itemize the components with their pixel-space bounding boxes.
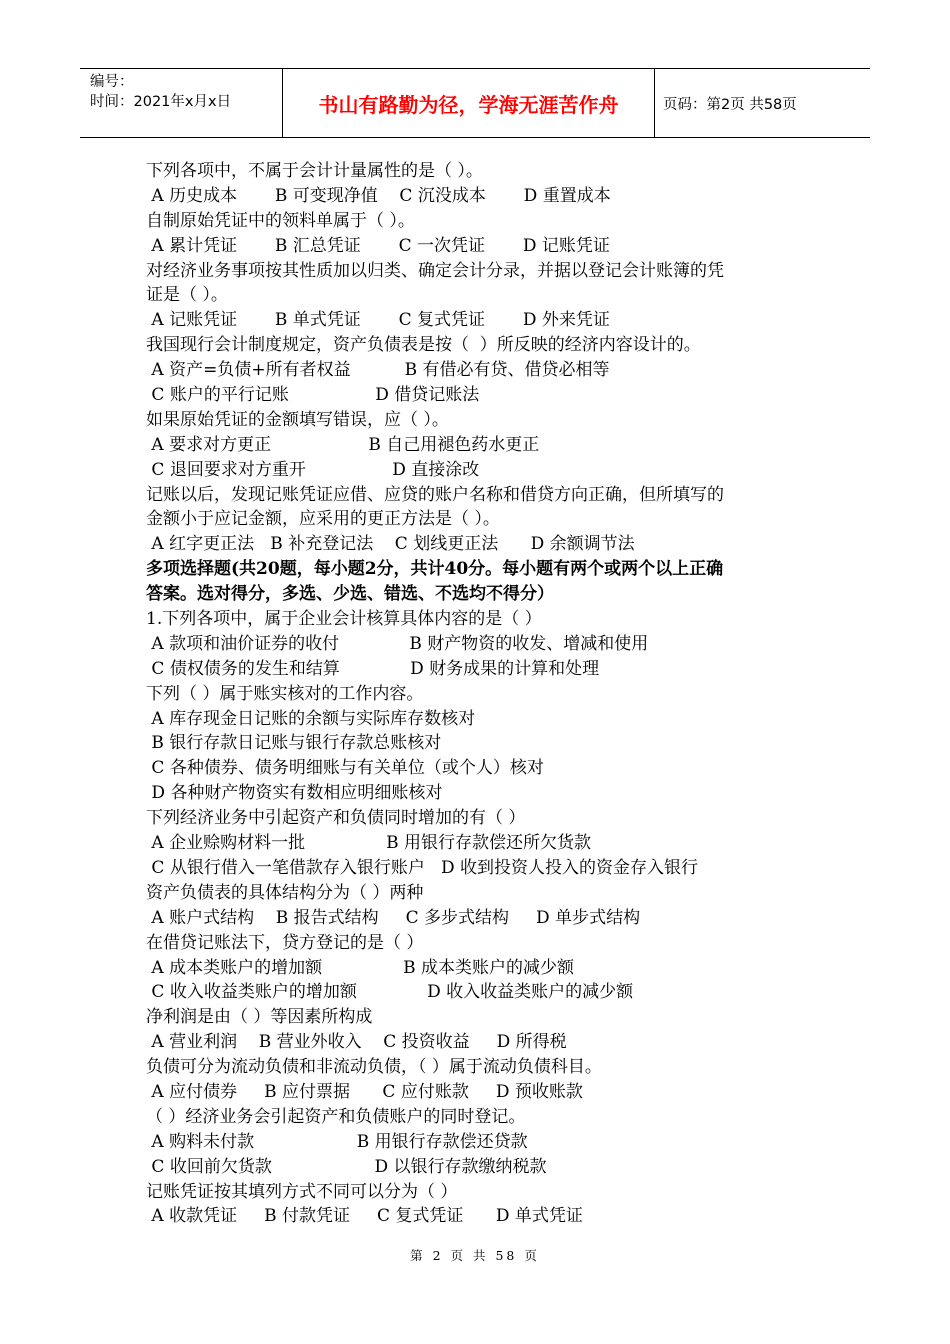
text-line: A 款项和油价证券的收付 B 财产物资的收发、增减和使用 [146, 633, 649, 654]
header-page-info: 页码：第2页 共58页 [663, 96, 797, 113]
text-line: 在借贷记账法下，贷方登记的是（ ） [146, 932, 424, 953]
text-line: A 应付债券 B 应付票据 C 应付账款 D 预收账款 [146, 1081, 583, 1102]
text-line: 对经济业务事项按其性质加以归类、确定会计分录，并据以登记会计账簿的凭 [146, 260, 724, 281]
text-line: A 库存现金日记账的余额与实际库存数核对 [146, 708, 476, 729]
document-body [146, 159, 826, 1229]
text-line: 负债可分为流动负债和非流动负债，（ ）属于流动负债科目。 [146, 1057, 602, 1078]
page-header [80, 68, 870, 138]
header-meta [80, 69, 283, 137]
text-line: 如果原始凭证的金额填写错误，应（ ）。 [146, 409, 449, 430]
section-heading-line: 答案。选对得分，多选、少选、错选、不选均不得分） [146, 584, 554, 605]
text-line: C 退回要求对方重开 D 直接涂改 [146, 459, 480, 480]
text-line: 净利润是由（ ）等因素所构成 [146, 1007, 373, 1028]
document-code-label: 编号： [90, 74, 134, 90]
text-line: 自制原始凭证中的领料单属于（ ）。 [146, 210, 415, 231]
text-line: 记账以后，发现记账凭证应借、应贷的账户名称和借贷方向正确，但所填写的 [146, 484, 724, 505]
section-heading-line: 多项选择题(共20题，每小题2分，共计40分。每小题有两个或两个以上正确 [146, 559, 724, 580]
text-line: （ ）经济业务会引起资产和负债账户的同时登记。 [146, 1106, 526, 1127]
text-line: D 各种财产物资实有数相应明细账核对 [146, 783, 443, 804]
text-line: A 记账凭证 B 单式凭证 C 复式凭证 D 外来凭证 [146, 310, 610, 331]
text-line: C 收入收益类账户的增加额 D 收入收益类账户的减少额 [146, 982, 634, 1003]
text-line: C 收回前欠货款 D 以银行存款缴纳税款 [146, 1156, 547, 1177]
text-line: A 红字更正法 B 补充登记法 C 划线更正法 D 余额调节法 [146, 534, 635, 555]
text-line: C 从银行借入一笔借款存入银行账户 D 收到投资人投入的资金存入银行 [146, 857, 699, 878]
text-line: A 收款凭证 B 付款凭证 C 复式凭证 D 单式凭证 [146, 1206, 583, 1227]
text-line: A 成本类账户的增加额 B 成本类账户的减少额 [146, 957, 575, 978]
text-line: C 债权债务的发生和结算 D 财务成果的计算和处理 [146, 658, 600, 679]
text-line: A 累计凭证 B 汇总凭证 C 一次凭证 D 记账凭证 [146, 235, 610, 256]
text-line: 资产负债表的具体结构分为（ ）两种 [146, 882, 424, 903]
text-line: 1.下列各项中，属于企业会计核算具体内容的是（ ） [146, 609, 542, 630]
document-date: 时间：2021年x月x日 [90, 94, 232, 110]
text-line: A 要求对方更正 B 自己用褪色药水更正 [146, 434, 540, 455]
text-line: B 银行存款日记账与银行存款总账核对 [146, 733, 442, 754]
page-footer: 第 2 页 共 58 页 [410, 1248, 540, 1263]
text-line: A 历史成本 B 可变现净值 C 沉没成本 D 重置成本 [146, 185, 611, 206]
text-line: A 账户式结构 B 报告式结构 C 多步式结构 D 单步式结构 [146, 907, 641, 928]
text-line: 下列各项中，不属于会计计量属性的是（ ）。 [146, 161, 483, 181]
text-line: 下列经济业务中引起资产和负债同时增加的有（ ） [146, 808, 526, 829]
text-line: A 企业赊购材料一批 B 用银行存款偿还所欠货款 [146, 833, 592, 854]
text-line: C 账户的平行记账 D 借贷记账法 [146, 385, 480, 406]
text-line: C 各种债券、债务明细账与有关单位（或个人）核对 [146, 758, 544, 779]
text-line: 下列（ ）属于账实核对的工作内容。 [146, 683, 424, 704]
text-line: 证是（ ）。 [146, 285, 228, 306]
header-motto: 书山有路勤为径，学海无涯苦作舟 [283, 69, 655, 137]
text-line: A 营业利润 B 营业外收入 C 投资收益 D 所得税 [146, 1032, 567, 1053]
text-line: 金额小于应记金额，应采用的更正方法是（ ）。 [146, 509, 500, 530]
text-line: 记账凭证按其填列方式不同可以分为（ ） [146, 1181, 458, 1202]
text-line: 我国现行会计制度规定，资产负债表是按（ ）所反映的经济内容设计的。 [146, 335, 701, 356]
text-line: A 购料未付款 B 用银行存款偿还贷款 [146, 1131, 528, 1152]
text-line: A 资产=负债+所有者权益 B 有借必有贷、借贷必相等 [146, 360, 610, 381]
